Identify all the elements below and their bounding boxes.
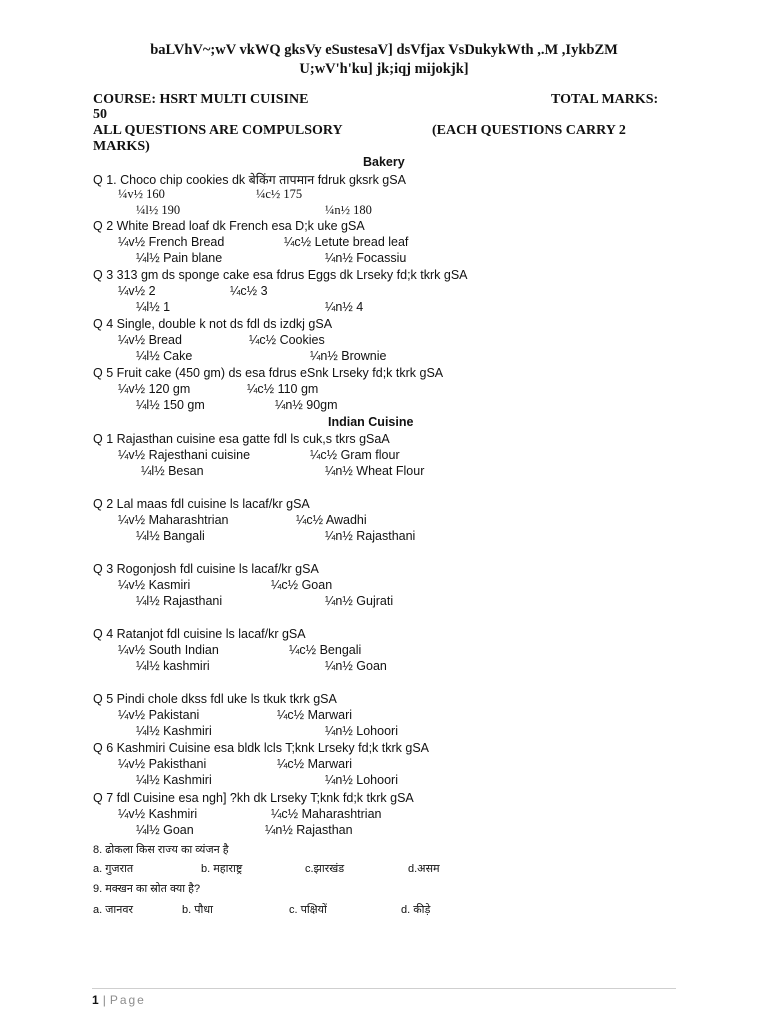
option-c: ¼l½ Bangali	[136, 529, 205, 543]
option-b: b. महाराष्ट्र	[201, 863, 243, 875]
option-d: ¼n½ Brownie	[310, 349, 387, 363]
question: 9. मक्खन का स्रोत क्या है?	[93, 883, 201, 895]
option-b: ¼c½ Goan	[271, 578, 333, 592]
option-c: ¼l½ Rajasthani	[136, 594, 223, 608]
option-a: ¼v½ Maharashtrian	[118, 513, 229, 527]
question: Q 6 Kashmiri Cuisine esa bldk lcls T;knk Lrseky fd;k tkrk gSA	[93, 741, 429, 755]
question: Q 7 fdl Cuisine esa ngh] ?kh dk Lrseky T;knk fd;k tkrk gSA	[93, 791, 414, 805]
option-b: ¼c½ Gram flour	[310, 448, 400, 462]
section-bakery: Bakery	[363, 155, 405, 169]
option-d: ¼n½ 90gm	[275, 398, 338, 412]
option-d: d. कीड़े	[401, 904, 431, 916]
question: Q 3 Rogonjosh fdl cuisine ls lacaf/kr gSA	[93, 562, 319, 576]
option-d: ¼n½ Rajasthan	[265, 823, 353, 837]
option-b: ¼c½ Cookies	[249, 333, 325, 347]
option-c: c.झारखंड	[305, 863, 345, 875]
option-d: ¼n½ Focassiu	[325, 251, 407, 265]
option-c: ¼l½ Goan	[136, 823, 194, 837]
option-a: ¼v½ Kasmiri	[118, 578, 191, 592]
option-a: ¼v½ Kashmiri	[118, 807, 198, 821]
page-footer	[92, 993, 146, 1007]
question: Q 4 Single, double k not ds fdl ds izdkj gSA	[93, 317, 333, 331]
option-d: ¼n½ Goan	[325, 659, 387, 673]
question: Q 5 Pindi chole dkss fdl uke ls tkuk tkrk gSA	[93, 692, 337, 706]
option-b: ¼c½ Maharashtrian	[271, 807, 382, 821]
option-d: ¼n½ Gujrati	[325, 594, 394, 608]
option-b: ¼c½ 110 gm	[247, 382, 319, 396]
option-a: ¼v½ Bread	[118, 333, 182, 347]
option-d: ¼n½ Wheat Flour	[325, 464, 425, 478]
option-a: ¼v½ 2	[118, 284, 156, 298]
option-c: ¼l½ Pain blane	[136, 251, 223, 265]
question: Q 2 White Bread loaf dk French esa D;k uke gSA	[93, 219, 365, 233]
option-a: ¼v½ Rajesthani cuisine	[118, 448, 251, 462]
option-b: ¼c½ Bengali	[289, 643, 362, 657]
option-c: ¼l½ kashmiri	[136, 659, 210, 673]
option-d: d.असम	[408, 863, 440, 875]
total-marks-label: TOTAL MARKS:	[551, 92, 659, 107]
option-d: ¼n½ 4	[325, 300, 364, 314]
page-number: 1	[92, 993, 99, 1007]
title-line-2: U;wV'h'ku] jk;iqj mijokjk]	[299, 61, 469, 77]
option-a: ¼v½ Pakisthani	[118, 757, 207, 771]
option-a: a. गुजरात	[93, 863, 134, 875]
option-a: a. जानवर	[93, 904, 133, 916]
option-a: ¼v½ Pakistani	[118, 708, 200, 722]
question: Q 1 Rajasthan cuisine esa gatte fdl ls cuk,s tkrs gSaA	[93, 432, 390, 446]
compulsory-note: ALL QUESTIONS ARE COMPULSORY	[93, 123, 343, 138]
question: Q 1. Choco chip cookies dk बेकिंग तापमान fdruk gksrk gSA	[93, 173, 406, 187]
option-d: ¼n½ 180	[325, 203, 372, 217]
option-c: ¼l½ Kashmiri	[136, 724, 212, 738]
option-d: ¼n½ Lohoori	[325, 724, 398, 738]
page-label: Page	[109, 993, 146, 1007]
option-c: ¼l½ 150 gm	[136, 398, 205, 412]
option-c: ¼l½ 1	[136, 300, 171, 314]
option-b: ¼c½ Marwari	[277, 708, 353, 722]
option-c: ¼l½ Kashmiri	[136, 773, 212, 787]
footer-divider	[92, 988, 676, 989]
section-indian-cuisine: Indian Cuisine	[328, 415, 414, 429]
option-a: ¼v½ 120 gm	[118, 382, 191, 396]
footer-separator: |	[102, 993, 106, 1007]
course-label: COURSE: HSRT MULTI CUISINE	[93, 92, 309, 107]
option-c: ¼l½ 190	[136, 203, 181, 217]
option-a: ¼v½ French Bread	[118, 235, 225, 249]
option-d: ¼n½ Lohoori	[325, 773, 398, 787]
option-a: ¼v½ 160	[118, 187, 165, 201]
option-b: ¼c½ 3	[230, 284, 268, 298]
option-c: ¼l½ Cake	[136, 349, 193, 363]
option-a: ¼v½ South Indian	[118, 643, 219, 657]
option-b: ¼c½ Awadhi	[296, 513, 367, 527]
marks-note-cont: MARKS)	[93, 139, 150, 154]
option-b: ¼c½ Marwari	[277, 757, 353, 771]
question: Q 5 Fruit cake (450 gm) ds esa fdrus eSnk Lrseky fd;k tkrk gSA	[93, 366, 444, 380]
option-b: ¼c½ Letute bread leaf	[284, 235, 409, 249]
option-c: ¼l½ Besan	[141, 464, 204, 478]
question: Q 2 Lal maas fdl cuisine ls lacaf/kr gSA	[93, 497, 310, 511]
question: 8. ढोकला किस राज्य का व्यंजन है	[93, 844, 229, 856]
option-b: b. पौधा	[182, 904, 213, 916]
title-line-1: baLVhV~;wV vkWQ gksVy eSustesaV] dsVfjax VsDukykWth ,.M ,IykbZM	[150, 42, 618, 58]
question: Q 4 Ratanjot fdl cuisine ls lacaf/kr gSA	[93, 627, 306, 641]
option-c: c. पक्षियों	[289, 904, 327, 916]
option-d: ¼n½ Rajasthani	[325, 529, 416, 543]
option-b: ¼c½ 175	[256, 187, 303, 201]
total-marks-value: 50	[93, 107, 107, 122]
question: Q 3 313 gm ds sponge cake esa fdrus Eggs dk Lrseky fd;k tkrk gSA	[93, 268, 468, 282]
marks-note: (EACH QUESTIONS CARRY 2	[432, 123, 626, 138]
